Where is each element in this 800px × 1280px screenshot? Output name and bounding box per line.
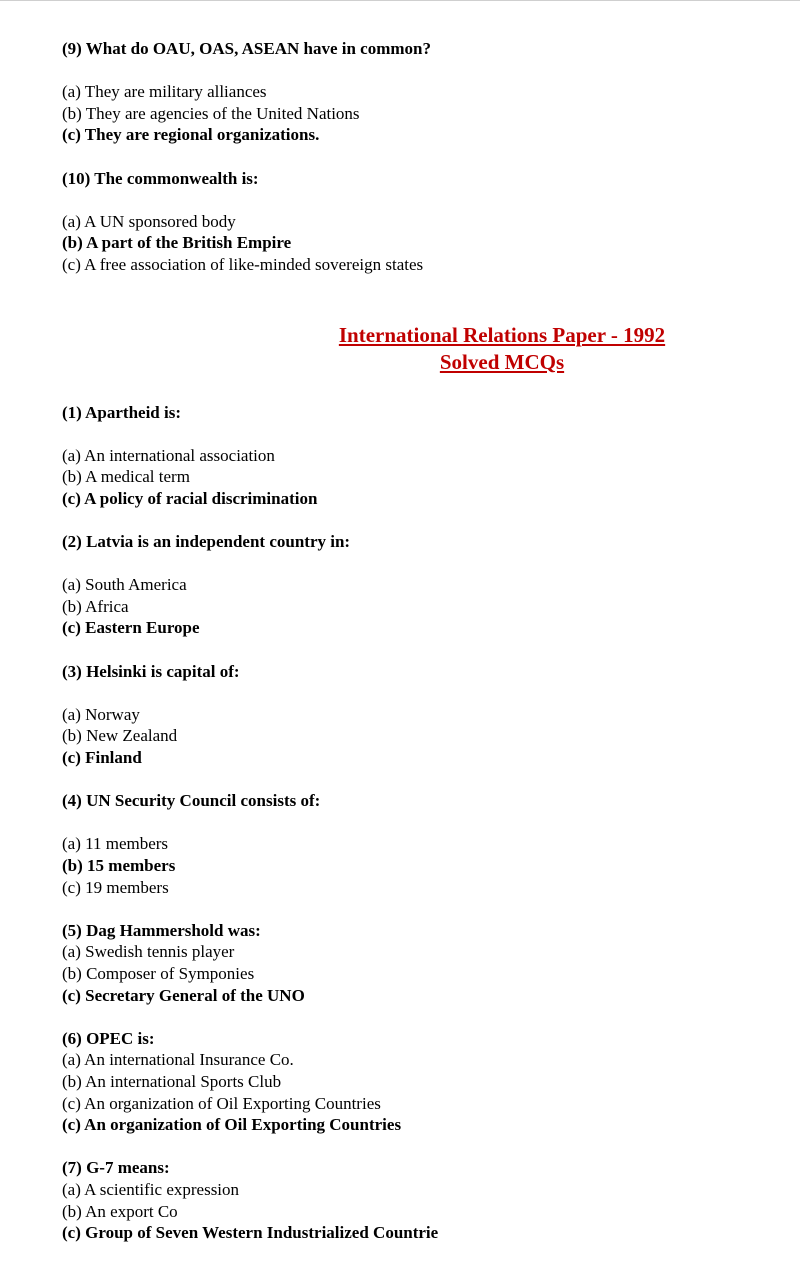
- correct-answer-option: (c) Group of Seven Western Industrialized Countrie: [62, 1223, 439, 1243]
- document-page: [62, 38, 762, 1244]
- answer-option: (a) Swedish tennis player: [62, 942, 235, 962]
- section-title: [262, 322, 742, 376]
- correct-answer-option: (c) They are regional organizations.: [62, 125, 320, 145]
- question-text: (6) OPEC is:: [62, 1028, 155, 1048]
- answer-option: (a) Norway: [62, 704, 140, 724]
- answer-option: (c) An organization of Oil Exporting Countries: [62, 1093, 381, 1113]
- correct-answer-option: (b) 15 members: [62, 856, 176, 875]
- answer-option: (c) A free association of like-minded sovereign states: [62, 254, 424, 274]
- answer-option: (b) Africa: [62, 596, 129, 616]
- question-block-1: [62, 402, 762, 510]
- question-text: (10) The commonwealth is:: [62, 168, 259, 188]
- correct-answer-option: (c) Finland: [62, 748, 142, 768]
- answer-option: (a) South America: [62, 575, 187, 595]
- question-text: (7) G-7 means:: [62, 1158, 170, 1178]
- answer-option: (b) A medical term: [62, 467, 190, 487]
- question-block-7: [62, 1157, 762, 1243]
- question-block-3: [62, 661, 762, 769]
- correct-answer-option: (c) An organization of Oil Exporting Countries: [62, 1115, 402, 1135]
- question-text: (5) Dag Hammershold was:: [62, 920, 261, 940]
- answer-option: (a) They are military alliances: [62, 82, 267, 102]
- question-text: (3) Helsinki is capital of:: [62, 661, 240, 681]
- question-block-5: [62, 920, 762, 1006]
- question-text: (9) What do OAU, OAS, ASEAN have in common?: [62, 39, 432, 58]
- question-block-2: [62, 531, 762, 639]
- question-text: (1) Apartheid is:: [62, 402, 181, 422]
- answer-option: (b) New Zealand: [62, 726, 178, 746]
- section-title-line-2: Solved MCQs: [439, 349, 565, 374]
- section-title-line-1: International Relations Paper - 1992: [338, 322, 666, 347]
- question-block-4: [62, 790, 762, 898]
- question-text: (4) UN Security Council consists of:: [62, 791, 321, 811]
- question-block-9: [62, 38, 762, 146]
- correct-answer-option: (c) Secretary General of the UNO: [62, 985, 305, 1005]
- page-top-rule: [0, 0, 800, 1]
- answer-option: (c) 19 members: [62, 877, 169, 897]
- answer-option: (b) An export Co: [62, 1201, 178, 1221]
- question-block-6: [62, 1028, 762, 1136]
- answer-option: (a) A scientific expression: [62, 1179, 240, 1199]
- answer-option: (b) Composer of Symponies: [62, 963, 255, 983]
- correct-answer-option: (c) Eastern Europe: [62, 618, 200, 638]
- question-text: (2) Latvia is an independent country in:: [62, 532, 351, 552]
- question-block-10: [62, 168, 762, 276]
- answer-option: (b) They are agencies of the United Nations: [62, 103, 360, 123]
- answer-option: (b) An international Sports Club: [62, 1071, 282, 1091]
- answer-option: (a) An international Insurance Co.: [62, 1050, 294, 1070]
- answer-option: (a) 11 members: [62, 834, 169, 854]
- answer-option: (a) An international association: [62, 445, 275, 465]
- correct-answer-option: (b) A part of the British Empire: [62, 233, 292, 253]
- answer-option: (a) A UN sponsored body: [62, 211, 236, 231]
- correct-answer-option: (c) A policy of racial discrimination: [62, 488, 318, 508]
